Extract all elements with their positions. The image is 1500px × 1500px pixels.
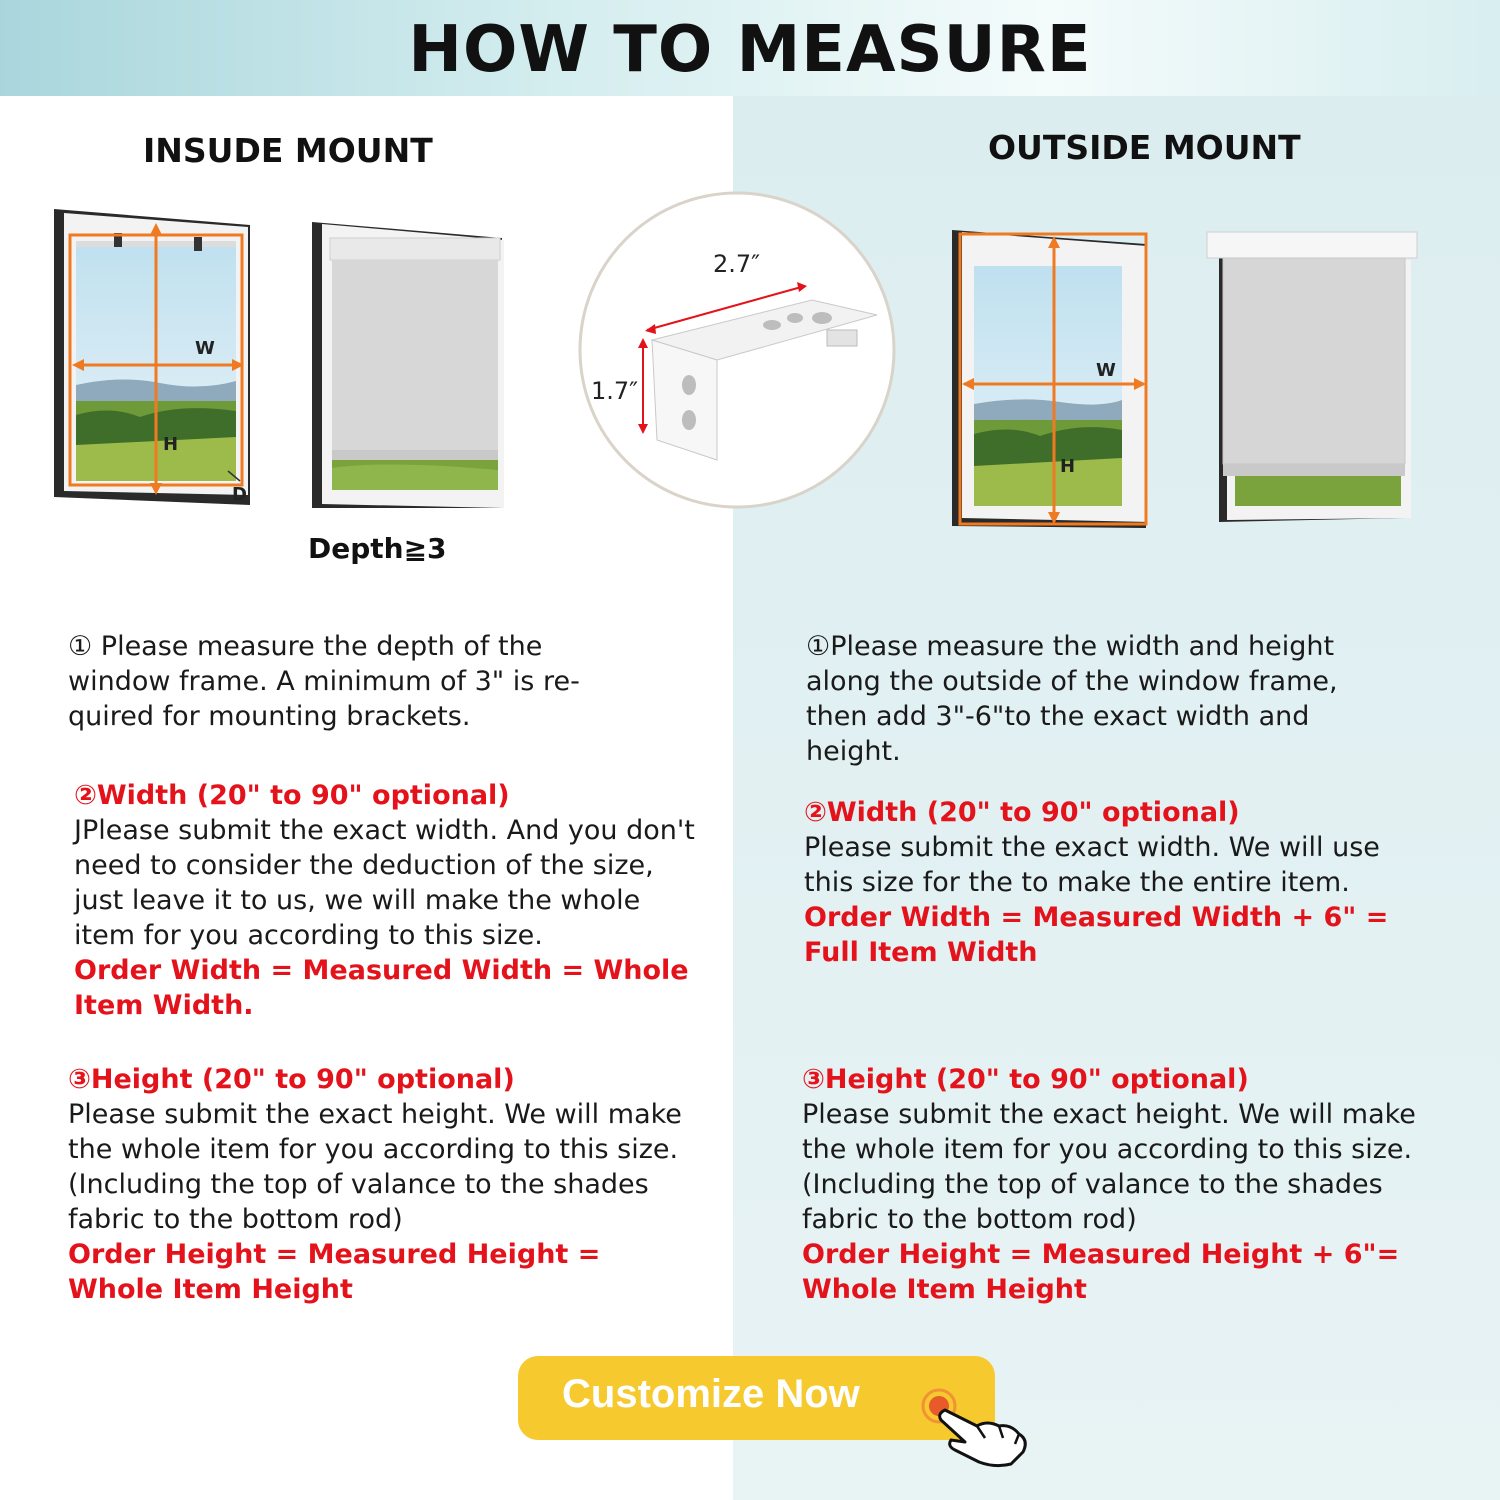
inside-height-label: H (163, 434, 179, 455)
outside-width-formula: Order Width = Measured Width + 6" = Full Item Width (804, 902, 1389, 968)
outside-step1-text: ①Please measure the width and height along the outside of the window frame, then add 3"-6"to the exact width and height. (806, 631, 1338, 767)
inside-height-formula: Order Height = Measured Height = Whole Item Height (68, 1239, 601, 1305)
inside-width-title: ②Width (20" to 90" optional) (74, 780, 510, 811)
inside-mount-shade-illustration (308, 218, 508, 513)
inside-step1-text: ① Please measure the depth of the window frame. A minimum of 3" is re-quired for mounting brackets. (68, 631, 580, 732)
outside-mount-shade-illustration (1205, 228, 1425, 528)
customize-now-label: Customize Now (562, 1372, 860, 1416)
inside-height-text: Please submit the exact height. We will make the whole item for you according to this size. (Including the top of valance to the shades fabric to the bottom rod) (68, 1099, 682, 1235)
bracket-height-label: 1.7″ (591, 377, 639, 405)
outside-width-label: W (1096, 360, 1116, 381)
inside-width-label: W (195, 338, 215, 359)
inside-mount-heading: INSUDE MOUNT (143, 131, 433, 170)
outside-height-title: ③Height (20" to 90" optional) (802, 1064, 1249, 1095)
bracket-illustration (577, 190, 897, 510)
outside-width-block (804, 795, 1424, 970)
outside-width-title: ②Width (20" to 90" optional) (804, 797, 1240, 828)
outside-height-text: Please submit the exact height. We will make the whole item for you according to this size. (Including the top of valance to the shades fabric to the bottom rod) (802, 1099, 1416, 1235)
outside-width-text: Please submit the exact width. We will use this size for the to make the entire item. (804, 832, 1380, 898)
page-title: HOW TO MEASURE (408, 13, 1092, 87)
header-banner (0, 0, 1500, 96)
inside-height-title: ③Height (20" to 90" optional) (68, 1064, 515, 1095)
outside-height-label: H (1060, 456, 1076, 477)
inside-width-formula: Order Width = Measured Width = Whole Item Width. (74, 955, 689, 1021)
bracket-width-label: 2.7″ (713, 250, 761, 278)
outside-height-formula: Order Height = Measured Height + 6"= Whole Item Height (802, 1239, 1400, 1305)
inside-height-block (68, 1062, 704, 1307)
inside-width-text: JPlease submit the exact width. And you don't need to consider the deduction of the size, just leave it to us, we will make the whole item for you according to this size. (74, 815, 695, 951)
inside-mount-window-illustration (50, 205, 260, 510)
depth-caption: Depth≧3 (308, 532, 447, 565)
outside-mount-heading: OUTSIDE MOUNT (988, 128, 1301, 167)
outside-mount-window-illustration (950, 226, 1155, 531)
inside-depth-label: D (232, 484, 247, 505)
outside-height-block (802, 1062, 1442, 1307)
pointer-hand-icon (915, 1380, 1035, 1470)
inside-width-block (74, 778, 704, 1023)
